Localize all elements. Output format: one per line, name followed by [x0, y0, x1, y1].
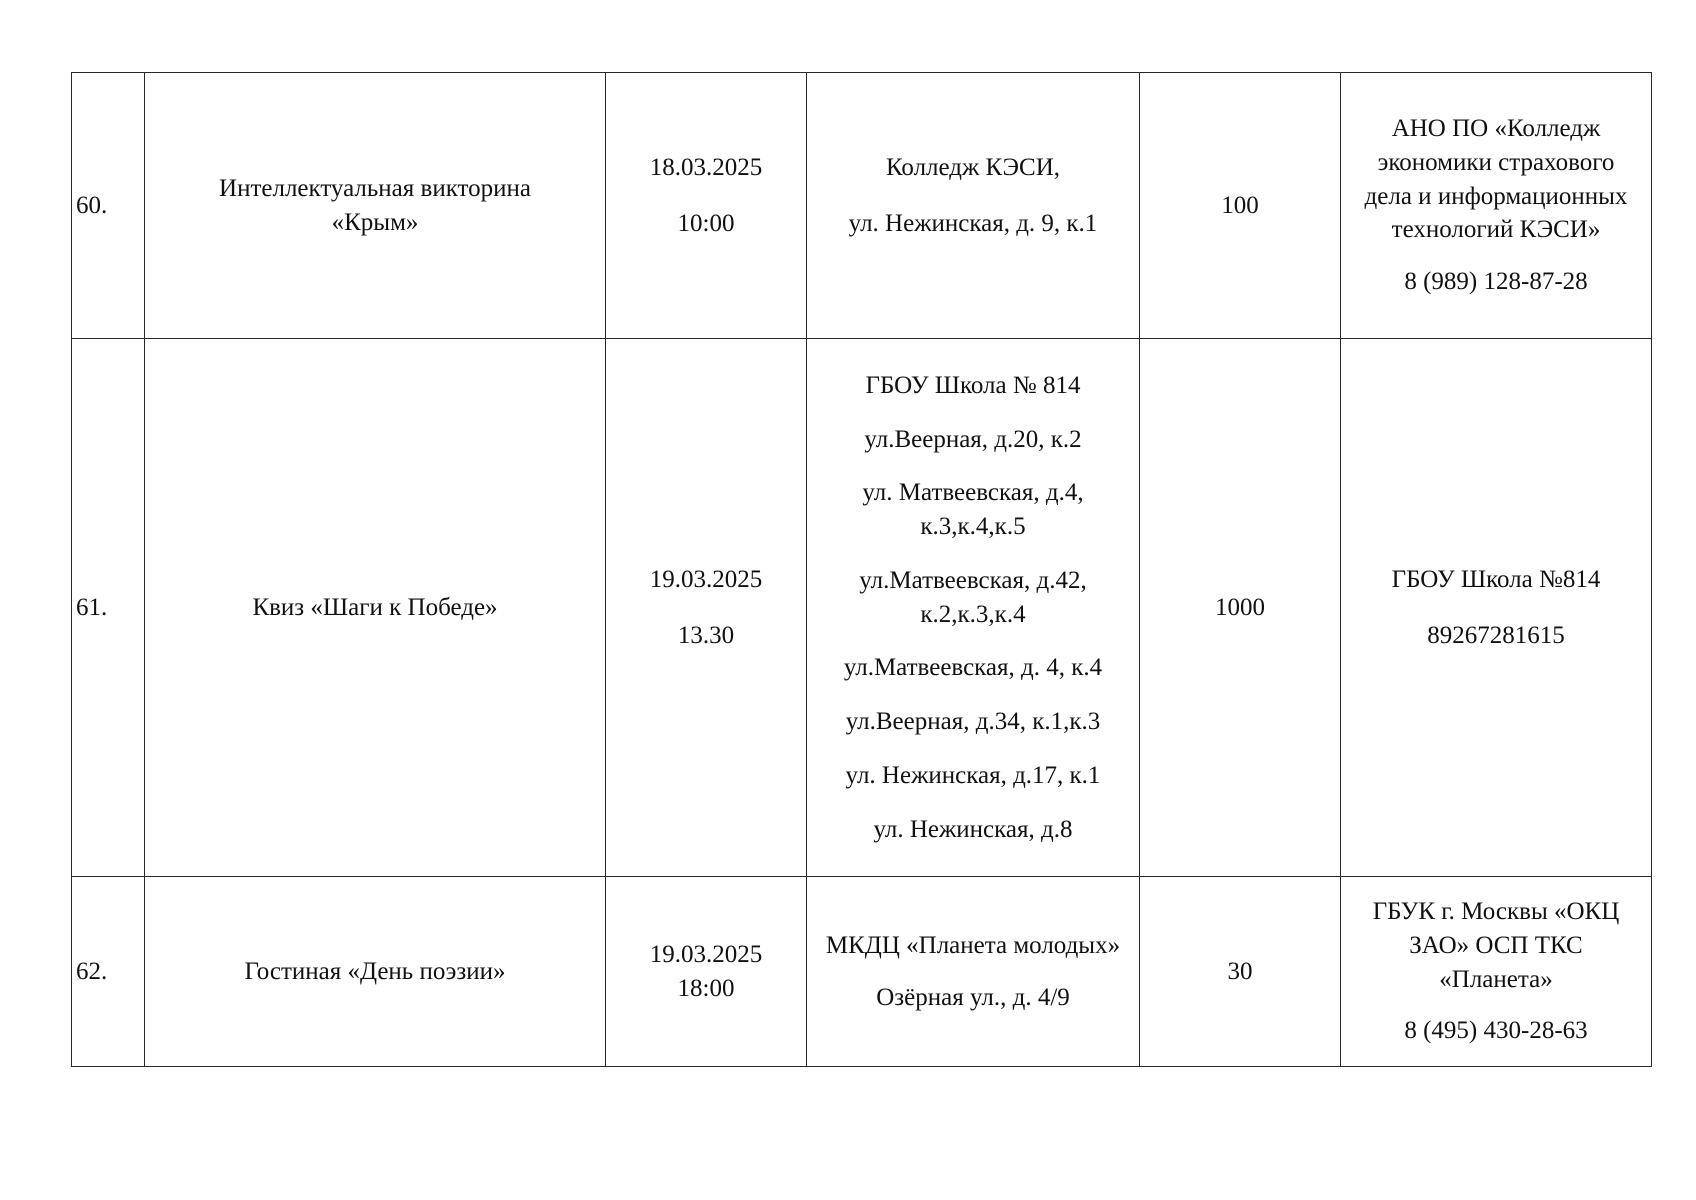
organizer	[1341, 877, 1652, 1067]
event-place	[807, 73, 1140, 339]
event-time: 13.30	[677, 621, 735, 649]
table-row	[72, 73, 1652, 339]
event-date: 18.03.2025	[649, 153, 763, 181]
place-line: Колледж КЭСИ,	[885, 153, 1061, 181]
place-line: ул. Нежинская, д. 9, к.1	[848, 209, 1098, 237]
event-name-line: Интеллектуальная викторина	[219, 174, 531, 202]
event-place	[807, 877, 1140, 1067]
event-time: 10:00	[677, 209, 735, 237]
organizer-phone: 89267281615	[1427, 621, 1565, 649]
row-number: 62.	[72, 877, 145, 1067]
place-line: Озёрная ул., д. 4/9	[876, 983, 1070, 1011]
place-line: ул. Матвеевская, д.4, к.3,к.4,к.5	[862, 479, 1084, 540]
event-name	[145, 339, 606, 877]
organizer-name: ГБУК г. Москвы «ОКЦ ЗАО» ОСП ТКС «Планета»	[1372, 898, 1620, 993]
place-line: ГБОУ Школа № 814	[865, 371, 1081, 399]
place-line: ул.Матвеевская, д. 4, к.4	[843, 654, 1103, 682]
table-row	[72, 339, 1652, 877]
place-line: ул.Веерная, д.34, к.1,к.3	[845, 708, 1101, 735]
organizer-name: АНО ПО «Колледж экономики страхового дела и информационных технологий КЭСИ»	[1364, 115, 1628, 244]
place-line: ул. Нежинская, д.8	[873, 815, 1073, 843]
organizer	[1341, 339, 1652, 877]
row-number: 60.	[72, 73, 145, 339]
events-table	[71, 72, 1652, 1067]
event-name-line: Гостиная «День поэзии»	[244, 957, 506, 985]
place-line: МКДЦ «Планета молодых»	[825, 931, 1121, 959]
event-name-line: Квиз «Шаги к Победе»	[252, 593, 498, 621]
event-date: 19.03.2025	[649, 940, 763, 968]
place-line: ул.Матвеевская, д.42, к.2,к.3,к.4	[859, 566, 1087, 628]
event-name-line: «Крым»	[331, 208, 419, 236]
event-place	[807, 339, 1140, 877]
place-line: ул.Веерная, д.20, к.2	[864, 425, 1082, 453]
event-name	[145, 73, 606, 339]
table-row	[72, 877, 1652, 1067]
place-line: ул. Нежинская, д.17, к.1	[845, 761, 1101, 789]
organizer-phone: 8 (495) 430-28-63	[1404, 1017, 1588, 1045]
participants-count: 100	[1140, 73, 1341, 339]
participants-count: 30	[1140, 877, 1341, 1067]
row-number: 61.	[72, 339, 145, 877]
event-datetime	[606, 339, 807, 877]
event-datetime	[606, 73, 807, 339]
event-date: 19.03.2025	[649, 565, 763, 593]
organizer	[1341, 73, 1652, 339]
organizer-phone: 8 (989) 128-87-28	[1404, 268, 1588, 296]
participants-count: 1000	[1140, 339, 1341, 877]
event-datetime	[606, 877, 807, 1067]
event-name	[145, 877, 606, 1067]
event-time: 18:00	[677, 974, 735, 1002]
organizer-name: ГБОУ Школа №814	[1391, 565, 1601, 593]
